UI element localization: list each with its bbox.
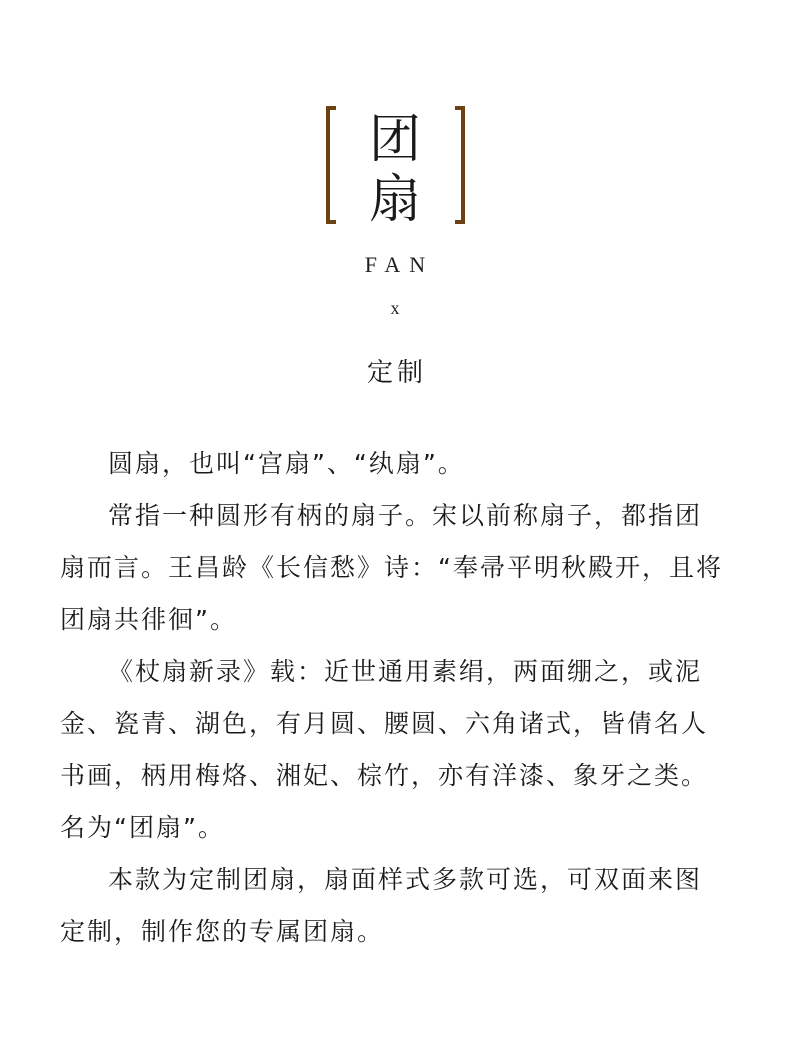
paragraph-custom: 本款为定制团扇，扇面样式多款可选，可双面来图定制，制作您的专属团扇。 xyxy=(60,865,703,946)
title-block xyxy=(0,0,790,400)
subtitle-chinese: 定制 xyxy=(366,358,427,388)
left-bracket-decoration xyxy=(326,106,336,224)
title-char-2: 扇 xyxy=(368,170,421,230)
cross-mark: x xyxy=(390,298,400,318)
description-body xyxy=(60,438,728,958)
paragraph-record: 《杖扇新录》载：近世通用素绢，两面绷之，或泥金、瓷青、湖色，有月圆、腰圆、六角诸式，皆倩名人书画，柄用梅烙、湘妃、棕竹，亦有洋漆、象牙之类。名为“团扇”。 xyxy=(60,657,709,842)
paragraph-history: 常指一种圆形有柄的扇子。宋以前称扇子，都指团扇而言。王昌龄《长信愁》诗：“奉帚平明秋殿开，且将团扇共徘徊”。 xyxy=(60,501,723,634)
title-char-1: 团 xyxy=(368,110,421,170)
subtitle-english: FAN xyxy=(364,252,435,277)
paragraph-alias: 圆扇，也叫“宫扇”、“纨扇”。 xyxy=(108,449,465,478)
right-bracket-decoration xyxy=(455,106,465,224)
